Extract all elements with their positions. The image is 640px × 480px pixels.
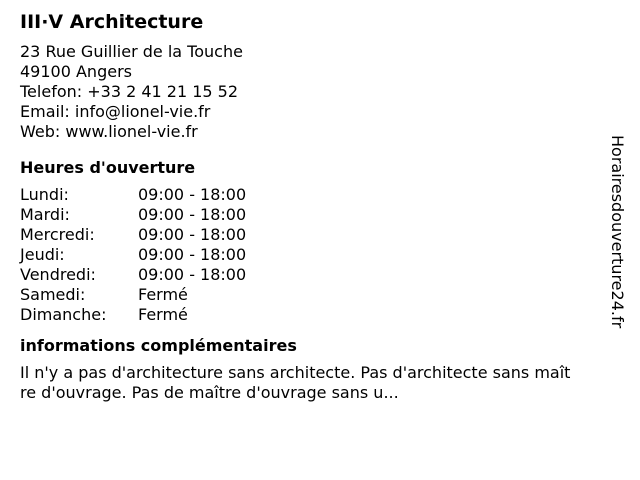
hours-row-wednesday [20,225,600,245]
business-name: III·V Architecture [20,11,204,33]
hours-row-thursday [20,245,600,265]
contact-block [20,42,600,142]
hours-table [20,185,600,325]
day-label: Vendredi: [20,265,96,284]
hours-row-sunday [20,305,600,325]
time-value: 09:00 - 18:00 [138,225,247,244]
hours-row-tuesday [20,205,600,225]
day-label: Lundi: [20,185,69,204]
postal-city: 49100 Angers [20,62,132,81]
info-heading: informations complémentaires [20,336,297,355]
day-label: Jeudi: [20,245,65,264]
time-value: 09:00 - 18:00 [138,265,247,284]
day-label: Mercredi: [20,225,95,244]
day-label: Samedi: [20,285,86,304]
phone-line: Telefon: +33 2 41 21 15 52 [20,82,239,101]
hours-heading: Heures d'ouverture [20,158,196,177]
email-line: Email: info@lionel-vie.fr [20,102,211,121]
hours-row-monday [20,185,600,205]
business-card [20,10,600,403]
web-line: Web: www.lionel-vie.fr [20,122,198,141]
hours-row-friday [20,265,600,285]
hours-row-saturday [20,285,600,305]
day-label: Mardi: [20,205,70,224]
time-value: 09:00 - 18:00 [138,205,247,224]
watermark-site-label: Horairesdouverture24.fr [608,135,627,329]
info-description: Il n'y a pas d'architecture sans architecte. Pas d'architecte sans maître d'ouvrage. Pas de maître d'ouvrage sans u... [20,363,571,402]
time-value: 09:00 - 18:00 [138,245,247,264]
day-label: Dimanche: [20,305,107,324]
street-address: 23 Rue Guillier de la Touche [20,42,243,61]
time-value: 09:00 - 18:00 [138,185,247,204]
time-value: Fermé [138,285,188,304]
time-value: Fermé [138,305,188,324]
